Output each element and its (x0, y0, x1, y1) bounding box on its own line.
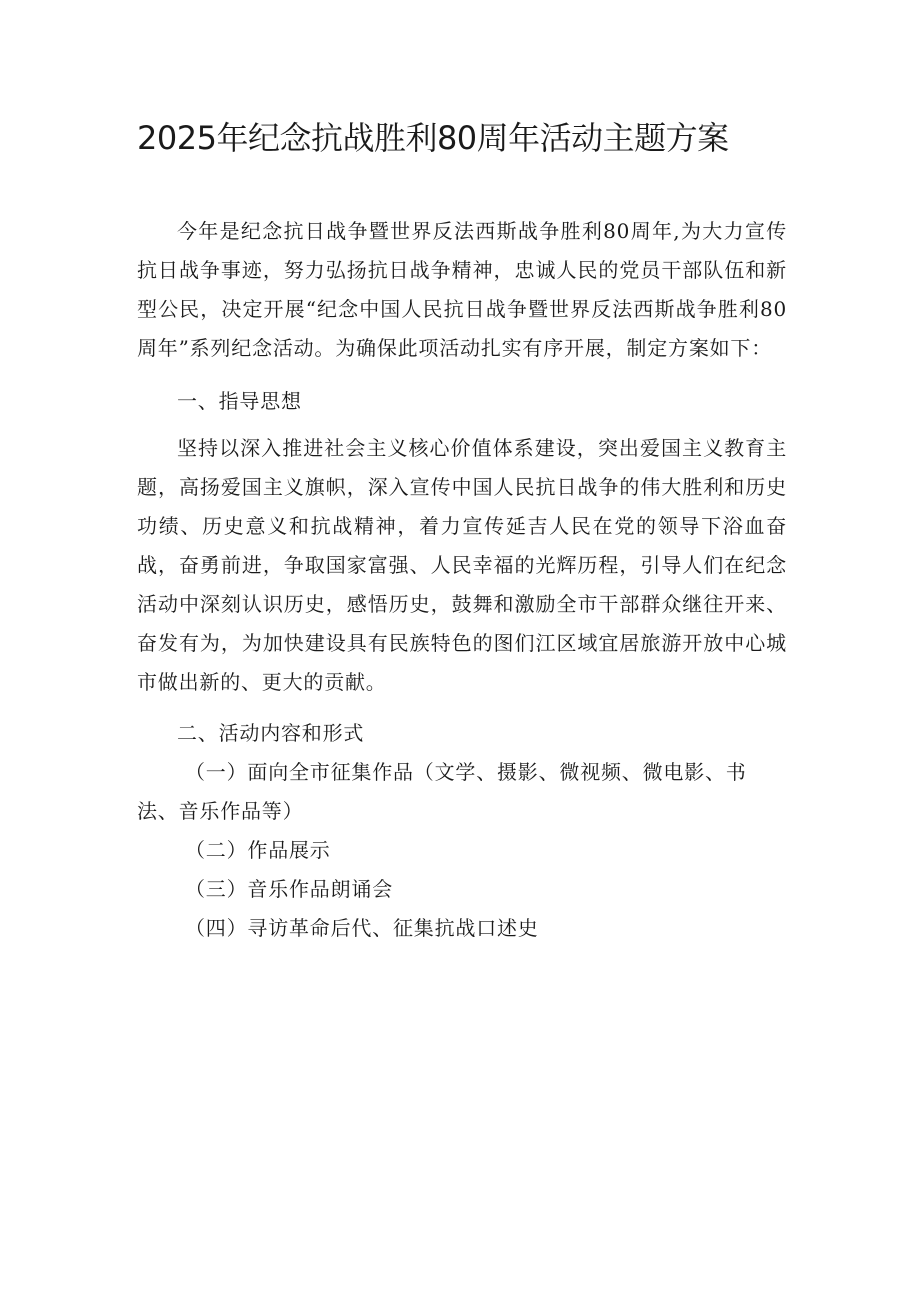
activity-item-1: （一）面向全市征集作品（文学、摄影、微视频、微电影、书法、音乐作品等） (137, 760, 747, 823)
activity-item-2: （二）作品展示 (185, 838, 331, 862)
section-heading-guiding-ideology: 一、指导思想 (177, 389, 302, 413)
activity-item-3: （三）音乐作品朗诵会 (185, 877, 393, 901)
intro-paragraph: 今年是纪念抗日战争暨世界反法西斯战争胜利80周年,为大力宣传抗日战争事迹，努力弘扬抗日战争精神，忠诚人民的党员干部队伍和新型公民，决定开展“纪念中国人民抗日战争暨世界反法西斯战争胜利80周年”系列纪念活动。为确保此项活动扎实有序开展，制定方案如下： (137, 219, 787, 360)
document-title: 2025年纪念抗战胜利80周年活动主题方案 (137, 119, 729, 157)
section-heading-activities: 二、活动内容和形式 (177, 721, 365, 745)
document-body (137, 212, 787, 948)
activity-item-4: （四）寻访革命后代、征集抗战口述史 (185, 916, 539, 940)
guiding-ideology-paragraph: 坚持以深入推进社会主义核心价值体系建设，突出爱国主义教育主题，高扬爱国主义旗帜，深入宣传中国人民抗日战争的伟大胜利和历史功绩、历史意义和抗战精神，着力宣传延吉人民在党的领导下浴血奋战，奋勇前进，争取国家富强、人民幸福的光辉历程，引导人们在纪念活动中深刻认识历史，感悟历史，鼓舞和激励全市干部群众继往开来、奋发有为，为加快建设具有民族特色的图们江区域宜居旅游开放中心城市做出新的、更大的贡献。 (137, 436, 787, 694)
